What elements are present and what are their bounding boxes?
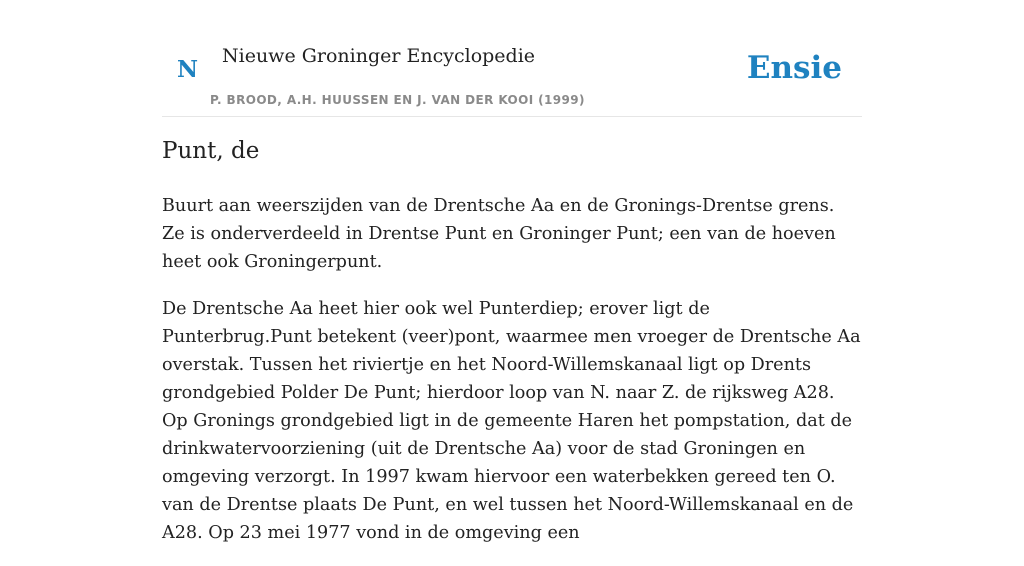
entry-paragraph: Buurt aan weerszijden van de Drentsche Aa en de Gronings-Drentse grens. Ze is onderverdeeld in Drentse Punt en Groninger Punt; een van de hoeven heet ook Groningerpunt.: [162, 196, 836, 272]
entry-title: Punt, de: [162, 138, 260, 164]
entry-body: [162, 192, 862, 566]
book-logo[interactable]: N: [177, 56, 199, 83]
entry-paragraph: De Drentsche Aa heet hier ook wel Punterdiep; erover ligt de Punterbrug.Punt betekent (veer)pont, waarmee men vroeger de Drentsche Aa overstak. Tussen het riviertje en het Noord-Willemskanaal ligt op Drents grondgebied Polder De Punt; hierdoor loop van N. naar Z. de rijksweg A28. Op Gronings grondgebied ligt in de gemeente Haren het pompstation, dat de drinkwatervoorziening (uit de Drentsche Aa) voor de stad Groningen en omgeving verzorgt. In 1997 kwam hiervoor een waterbekken gereed ten O. van de Drentse plaats De Punt, en wel tussen het Noord-Willemskanaal en de A28. Op 23 mei 1977 vond in de omgeving een: [162, 299, 861, 543]
ensie-logo[interactable]: Ensie: [746, 50, 842, 86]
book-title[interactable]: Nieuwe Groninger Encyclopedie: [222, 45, 536, 67]
book-authors: P. BROOD, A.H. HUUSSEN EN J. VAN DER KOOI (1999): [210, 93, 585, 107]
header: [162, 0, 862, 117]
page-container: [162, 0, 862, 543]
